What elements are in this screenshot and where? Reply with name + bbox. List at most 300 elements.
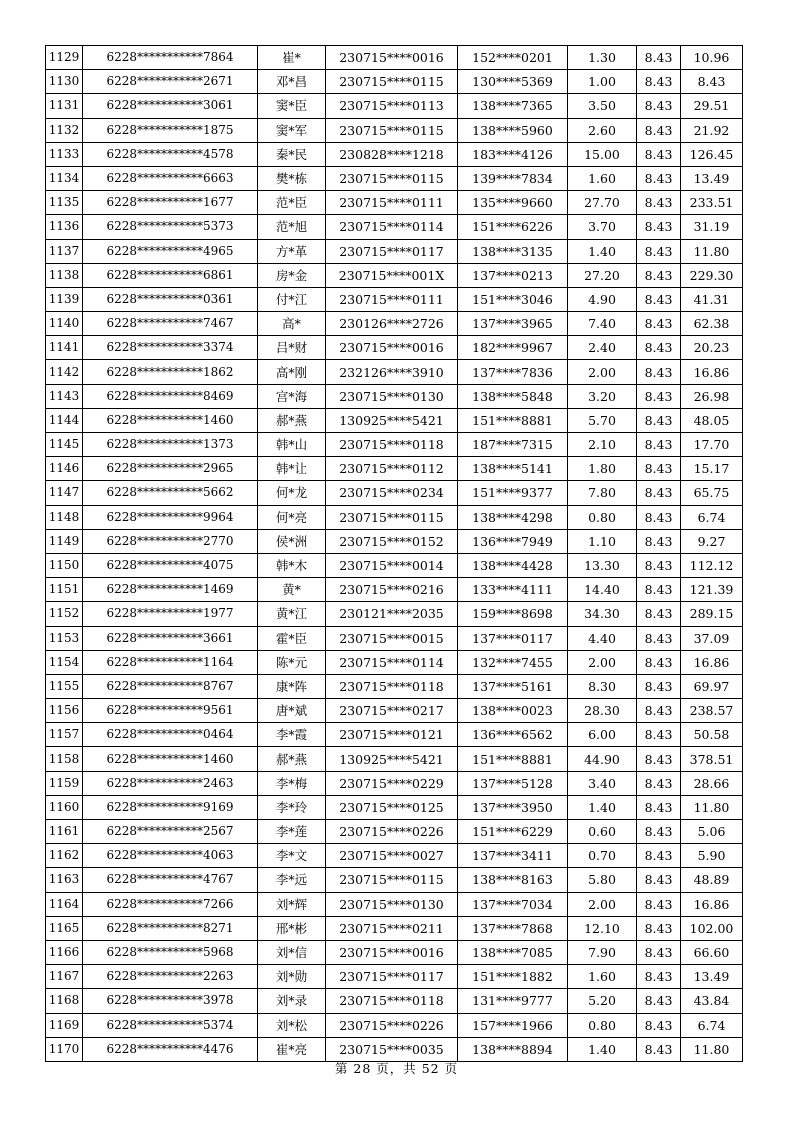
- card-number-cell: 6228***********1460: [83, 408, 258, 432]
- table-row: [46, 384, 743, 408]
- amount-cell: 15.17: [681, 457, 743, 481]
- name-cell: 李*莲: [258, 820, 326, 844]
- quantity-cell: 1.40: [568, 239, 637, 263]
- phone-cell: 151****1882: [458, 965, 568, 989]
- table-row: [46, 747, 743, 771]
- phone-cell: 138****0023: [458, 699, 568, 723]
- card-number-cell: 6228***********7467: [83, 312, 258, 336]
- row-number-cell: 1147: [46, 481, 83, 505]
- table-row: [46, 989, 743, 1013]
- name-cell: 侯*洲: [258, 529, 326, 553]
- name-cell: 黄*江: [258, 602, 326, 626]
- card-number-cell: 6228***********8271: [83, 916, 258, 940]
- table-row: [46, 505, 743, 529]
- quantity-cell: 4.40: [568, 626, 637, 650]
- row-number-cell: 1142: [46, 360, 83, 384]
- card-number-cell: 6228***********5662: [83, 481, 258, 505]
- rate-cell: 8.43: [637, 771, 681, 795]
- rate-cell: 8.43: [637, 892, 681, 916]
- table-row: [46, 94, 743, 118]
- name-cell: 李*梅: [258, 771, 326, 795]
- rate-cell: 8.43: [637, 433, 681, 457]
- card-number-cell: 6228***********4075: [83, 553, 258, 577]
- card-number-cell: 6228***********6861: [83, 263, 258, 287]
- row-number-cell: 1158: [46, 747, 83, 771]
- table-row: [46, 360, 743, 384]
- card-number-cell: 6228***********1460: [83, 747, 258, 771]
- id-number-cell: 230715****0118: [326, 433, 458, 457]
- quantity-cell: 7.90: [568, 940, 637, 964]
- amount-cell: 20.23: [681, 336, 743, 360]
- id-number-cell: 230715****0226: [326, 1013, 458, 1037]
- quantity-cell: 1.80: [568, 457, 637, 481]
- phone-cell: 138****8894: [458, 1037, 568, 1061]
- row-number-cell: 1153: [46, 626, 83, 650]
- id-number-cell: 230715****001X: [326, 263, 458, 287]
- phone-cell: 137****0117: [458, 626, 568, 650]
- id-number-cell: 230715****0125: [326, 795, 458, 819]
- table-row: [46, 795, 743, 819]
- card-number-cell: 6228***********2770: [83, 529, 258, 553]
- table-row: [46, 1013, 743, 1037]
- card-number-cell: 6228***********9561: [83, 699, 258, 723]
- table-row: [46, 70, 743, 94]
- id-number-cell: 230715****0226: [326, 820, 458, 844]
- rate-cell: 8.43: [637, 360, 681, 384]
- card-number-cell: 6228***********0361: [83, 287, 258, 311]
- quantity-cell: 6.00: [568, 723, 637, 747]
- row-number-cell: 1163: [46, 868, 83, 892]
- records-table: [45, 45, 743, 1062]
- table-row: [46, 166, 743, 190]
- rate-cell: 8.43: [637, 215, 681, 239]
- row-number-cell: 1144: [46, 408, 83, 432]
- name-cell: 唐*斌: [258, 699, 326, 723]
- id-number-cell: 230715****0130: [326, 892, 458, 916]
- name-cell: 宫*海: [258, 384, 326, 408]
- card-number-cell: 6228***********4578: [83, 142, 258, 166]
- name-cell: 樊*栋: [258, 166, 326, 190]
- phone-cell: 159****8698: [458, 602, 568, 626]
- phone-cell: 135****9660: [458, 191, 568, 215]
- card-number-cell: 6228***********2567: [83, 820, 258, 844]
- row-number-cell: 1156: [46, 699, 83, 723]
- amount-cell: 11.80: [681, 795, 743, 819]
- id-number-cell: 230828****1218: [326, 142, 458, 166]
- card-number-cell: 6228***********2965: [83, 457, 258, 481]
- table-row: [46, 191, 743, 215]
- quantity-cell: 27.70: [568, 191, 637, 215]
- card-number-cell: 6228***********4767: [83, 868, 258, 892]
- row-number-cell: 1140: [46, 312, 83, 336]
- amount-cell: 66.60: [681, 940, 743, 964]
- rate-cell: 8.43: [637, 505, 681, 529]
- card-number-cell: 6228***********7266: [83, 892, 258, 916]
- rate-cell: 8.43: [637, 650, 681, 674]
- phone-cell: 151****8881: [458, 747, 568, 771]
- table-row: [46, 312, 743, 336]
- phone-cell: 137****7836: [458, 360, 568, 384]
- quantity-cell: 2.00: [568, 892, 637, 916]
- amount-cell: 233.51: [681, 191, 743, 215]
- quantity-cell: 3.70: [568, 215, 637, 239]
- card-number-cell: 6228***********9964: [83, 505, 258, 529]
- id-number-cell: 130925****5421: [326, 747, 458, 771]
- row-number-cell: 1162: [46, 844, 83, 868]
- phone-cell: 136****7949: [458, 529, 568, 553]
- phone-cell: 137****3950: [458, 795, 568, 819]
- amount-cell: 102.00: [681, 916, 743, 940]
- amount-cell: 65.75: [681, 481, 743, 505]
- id-number-cell: 230715****0211: [326, 916, 458, 940]
- name-cell: 何*亮: [258, 505, 326, 529]
- phone-cell: 131****9777: [458, 989, 568, 1013]
- table-row: [46, 529, 743, 553]
- phone-cell: 136****6562: [458, 723, 568, 747]
- card-number-cell: 6228***********4063: [83, 844, 258, 868]
- id-number-cell: 230715****0114: [326, 215, 458, 239]
- amount-cell: 11.80: [681, 239, 743, 263]
- amount-cell: 21.92: [681, 118, 743, 142]
- quantity-cell: 0.80: [568, 505, 637, 529]
- phone-cell: 187****7315: [458, 433, 568, 457]
- name-cell: 吕*财: [258, 336, 326, 360]
- rate-cell: 8.43: [637, 723, 681, 747]
- rate-cell: 8.43: [637, 166, 681, 190]
- phone-cell: 137****5161: [458, 674, 568, 698]
- quantity-cell: 3.50: [568, 94, 637, 118]
- rate-cell: 8.43: [637, 940, 681, 964]
- quantity-cell: 2.10: [568, 433, 637, 457]
- name-cell: 李*霞: [258, 723, 326, 747]
- phone-cell: 139****7834: [458, 166, 568, 190]
- name-cell: 方*革: [258, 239, 326, 263]
- amount-cell: 41.31: [681, 287, 743, 311]
- name-cell: 刘*松: [258, 1013, 326, 1037]
- amount-cell: 17.70: [681, 433, 743, 457]
- id-number-cell: 230715****0015: [326, 626, 458, 650]
- rate-cell: 8.43: [637, 287, 681, 311]
- phone-cell: 138****4298: [458, 505, 568, 529]
- amount-cell: 69.97: [681, 674, 743, 698]
- phone-cell: 138****5960: [458, 118, 568, 142]
- quantity-cell: 5.80: [568, 868, 637, 892]
- amount-cell: 10.96: [681, 46, 743, 70]
- table-row: [46, 820, 743, 844]
- amount-cell: 62.38: [681, 312, 743, 336]
- quantity-cell: 1.40: [568, 795, 637, 819]
- name-cell: 李*玲: [258, 795, 326, 819]
- phone-cell: 130****5369: [458, 70, 568, 94]
- row-number-cell: 1143: [46, 384, 83, 408]
- quantity-cell: 34.30: [568, 602, 637, 626]
- id-number-cell: 230715****0111: [326, 191, 458, 215]
- quantity-cell: 8.30: [568, 674, 637, 698]
- rate-cell: 8.43: [637, 916, 681, 940]
- table-row: [46, 1037, 743, 1061]
- quantity-cell: 1.30: [568, 46, 637, 70]
- amount-cell: 48.89: [681, 868, 743, 892]
- phone-cell: 138****8163: [458, 868, 568, 892]
- name-cell: 窦*臣: [258, 94, 326, 118]
- table-row: [46, 287, 743, 311]
- table-row: [46, 118, 743, 142]
- card-number-cell: 6228***********5374: [83, 1013, 258, 1037]
- id-number-cell: 230715****0115: [326, 118, 458, 142]
- name-cell: 窦*军: [258, 118, 326, 142]
- row-number-cell: 1151: [46, 578, 83, 602]
- quantity-cell: 2.00: [568, 650, 637, 674]
- quantity-cell: 7.80: [568, 481, 637, 505]
- phone-cell: 137****3411: [458, 844, 568, 868]
- rate-cell: 8.43: [637, 820, 681, 844]
- quantity-cell: 15.00: [568, 142, 637, 166]
- phone-cell: 138****7085: [458, 940, 568, 964]
- amount-cell: 50.58: [681, 723, 743, 747]
- quantity-cell: 12.10: [568, 916, 637, 940]
- quantity-cell: 4.90: [568, 287, 637, 311]
- row-number-cell: 1166: [46, 940, 83, 964]
- amount-cell: 289.15: [681, 602, 743, 626]
- rate-cell: 8.43: [637, 578, 681, 602]
- rate-cell: 8.43: [637, 747, 681, 771]
- card-number-cell: 6228***********9169: [83, 795, 258, 819]
- card-number-cell: 6228***********1677: [83, 191, 258, 215]
- rate-cell: 8.43: [637, 626, 681, 650]
- quantity-cell: 1.10: [568, 529, 637, 553]
- rate-cell: 8.43: [637, 1013, 681, 1037]
- rate-cell: 8.43: [637, 312, 681, 336]
- quantity-cell: 28.30: [568, 699, 637, 723]
- name-cell: 崔*亮: [258, 1037, 326, 1061]
- quantity-cell: 1.40: [568, 1037, 637, 1061]
- row-number-cell: 1141: [46, 336, 83, 360]
- name-cell: 霍*臣: [258, 626, 326, 650]
- id-number-cell: 130925****5421: [326, 408, 458, 432]
- phone-cell: 138****5141: [458, 457, 568, 481]
- table-row: [46, 650, 743, 674]
- quantity-cell: 0.80: [568, 1013, 637, 1037]
- row-number-cell: 1167: [46, 965, 83, 989]
- row-number-cell: 1135: [46, 191, 83, 215]
- card-number-cell: 6228***********4476: [83, 1037, 258, 1061]
- phone-cell: 182****9967: [458, 336, 568, 360]
- name-cell: 黄*: [258, 578, 326, 602]
- id-number-cell: 230715****0115: [326, 868, 458, 892]
- quantity-cell: 7.40: [568, 312, 637, 336]
- name-cell: 康*阵: [258, 674, 326, 698]
- phone-cell: 151****8881: [458, 408, 568, 432]
- name-cell: 邓*昌: [258, 70, 326, 94]
- table-row: [46, 771, 743, 795]
- quantity-cell: 5.20: [568, 989, 637, 1013]
- id-number-cell: 230715****0118: [326, 989, 458, 1013]
- quantity-cell: 2.00: [568, 360, 637, 384]
- quantity-cell: 27.20: [568, 263, 637, 287]
- row-number-cell: 1155: [46, 674, 83, 698]
- id-number-cell: 230126****2726: [326, 312, 458, 336]
- quantity-cell: 5.70: [568, 408, 637, 432]
- id-number-cell: 230715****0014: [326, 553, 458, 577]
- card-number-cell: 6228***********6663: [83, 166, 258, 190]
- rate-cell: 8.43: [637, 989, 681, 1013]
- amount-cell: 13.49: [681, 965, 743, 989]
- phone-cell: 137****0213: [458, 263, 568, 287]
- name-cell: 何*龙: [258, 481, 326, 505]
- phone-cell: 151****6226: [458, 215, 568, 239]
- row-number-cell: 1164: [46, 892, 83, 916]
- id-number-cell: 230715****0118: [326, 674, 458, 698]
- row-number-cell: 1134: [46, 166, 83, 190]
- amount-cell: 29.51: [681, 94, 743, 118]
- amount-cell: 112.12: [681, 553, 743, 577]
- amount-cell: 16.86: [681, 892, 743, 916]
- row-number-cell: 1130: [46, 70, 83, 94]
- table-row: [46, 699, 743, 723]
- amount-cell: 5.06: [681, 820, 743, 844]
- amount-cell: 28.66: [681, 771, 743, 795]
- table-row: [46, 142, 743, 166]
- amount-cell: 238.57: [681, 699, 743, 723]
- quantity-cell: 14.40: [568, 578, 637, 602]
- rate-cell: 8.43: [637, 336, 681, 360]
- phone-cell: 151****9377: [458, 481, 568, 505]
- name-cell: 李*远: [258, 868, 326, 892]
- row-number-cell: 1139: [46, 287, 83, 311]
- card-number-cell: 6228***********1875: [83, 118, 258, 142]
- row-number-cell: 1149: [46, 529, 83, 553]
- quantity-cell: 0.70: [568, 844, 637, 868]
- id-number-cell: 230715****0216: [326, 578, 458, 602]
- rate-cell: 8.43: [637, 408, 681, 432]
- id-number-cell: 230715****0113: [326, 94, 458, 118]
- table-row: [46, 626, 743, 650]
- name-cell: 陈*元: [258, 650, 326, 674]
- phone-cell: 132****7455: [458, 650, 568, 674]
- card-number-cell: 6228***********1373: [83, 433, 258, 457]
- name-cell: 李*文: [258, 844, 326, 868]
- page-footer: 第 28 页，共 52 页: [334, 1061, 459, 1076]
- row-number-cell: 1161: [46, 820, 83, 844]
- phone-cell: 151****3046: [458, 287, 568, 311]
- table-row: [46, 578, 743, 602]
- row-number-cell: 1131: [46, 94, 83, 118]
- quantity-cell: 1.00: [568, 70, 637, 94]
- amount-cell: 48.05: [681, 408, 743, 432]
- table-row: [46, 965, 743, 989]
- card-number-cell: 6228***********2671: [83, 70, 258, 94]
- amount-cell: 6.74: [681, 1013, 743, 1037]
- rate-cell: 8.43: [637, 602, 681, 626]
- table-row: [46, 553, 743, 577]
- name-cell: 刘*录: [258, 989, 326, 1013]
- rate-cell: 8.43: [637, 118, 681, 142]
- amount-cell: 126.45: [681, 142, 743, 166]
- table-row: [46, 892, 743, 916]
- quantity-cell: 44.90: [568, 747, 637, 771]
- card-number-cell: 6228***********3978: [83, 989, 258, 1013]
- phone-cell: 137****5128: [458, 771, 568, 795]
- amount-cell: 8.43: [681, 70, 743, 94]
- card-number-cell: 6228***********0464: [83, 723, 258, 747]
- name-cell: 刘*信: [258, 940, 326, 964]
- quantity-cell: 1.60: [568, 965, 637, 989]
- id-number-cell: 230715****0111: [326, 287, 458, 311]
- id-number-cell: 230715****0234: [326, 481, 458, 505]
- id-number-cell: 230715****0115: [326, 166, 458, 190]
- table-row: [46, 602, 743, 626]
- table-row: [46, 336, 743, 360]
- id-number-cell: 230715****0016: [326, 336, 458, 360]
- row-number-cell: 1133: [46, 142, 83, 166]
- quantity-cell: 2.60: [568, 118, 637, 142]
- id-number-cell: 230715****0117: [326, 965, 458, 989]
- rate-cell: 8.43: [637, 844, 681, 868]
- table-row: [46, 940, 743, 964]
- card-number-cell: 6228***********3374: [83, 336, 258, 360]
- table-row: [46, 916, 743, 940]
- amount-cell: 26.98: [681, 384, 743, 408]
- rate-cell: 8.43: [637, 191, 681, 215]
- card-number-cell: 6228***********3661: [83, 626, 258, 650]
- table-row: [46, 674, 743, 698]
- amount-cell: 16.86: [681, 360, 743, 384]
- name-cell: 刘*辉: [258, 892, 326, 916]
- name-cell: 高*: [258, 312, 326, 336]
- quantity-cell: 3.20: [568, 384, 637, 408]
- card-number-cell: 6228***********1977: [83, 602, 258, 626]
- amount-cell: 121.39: [681, 578, 743, 602]
- rate-cell: 8.43: [637, 674, 681, 698]
- phone-cell: 138****7365: [458, 94, 568, 118]
- amount-cell: 37.09: [681, 626, 743, 650]
- table-row: [46, 263, 743, 287]
- card-number-cell: 6228***********4965: [83, 239, 258, 263]
- phone-cell: 138****5848: [458, 384, 568, 408]
- id-number-cell: 230715****0229: [326, 771, 458, 795]
- amount-cell: 6.74: [681, 505, 743, 529]
- name-cell: 付*江: [258, 287, 326, 311]
- quantity-cell: 2.40: [568, 336, 637, 360]
- name-cell: 韩*让: [258, 457, 326, 481]
- name-cell: 房*金: [258, 263, 326, 287]
- amount-cell: 229.30: [681, 263, 743, 287]
- id-number-cell: 230715****0115: [326, 505, 458, 529]
- amount-cell: 13.49: [681, 166, 743, 190]
- rate-cell: 8.43: [637, 239, 681, 263]
- row-number-cell: 1169: [46, 1013, 83, 1037]
- card-number-cell: 6228***********2263: [83, 965, 258, 989]
- card-number-cell: 6228***********8469: [83, 384, 258, 408]
- phone-cell: 133****4111: [458, 578, 568, 602]
- amount-cell: 5.90: [681, 844, 743, 868]
- card-number-cell: 6228***********1164: [83, 650, 258, 674]
- phone-cell: 137****3965: [458, 312, 568, 336]
- phone-cell: 157****1966: [458, 1013, 568, 1037]
- id-number-cell: 230715****0121: [326, 723, 458, 747]
- id-number-cell: 230715****0016: [326, 46, 458, 70]
- phone-cell: 137****7034: [458, 892, 568, 916]
- row-number-cell: 1138: [46, 263, 83, 287]
- row-number-cell: 1159: [46, 771, 83, 795]
- table-row: [46, 433, 743, 457]
- table-row: [46, 844, 743, 868]
- rate-cell: 8.43: [637, 868, 681, 892]
- row-number-cell: 1165: [46, 916, 83, 940]
- row-number-cell: 1150: [46, 553, 83, 577]
- id-number-cell: 230715****0112: [326, 457, 458, 481]
- name-cell: 刘*勋: [258, 965, 326, 989]
